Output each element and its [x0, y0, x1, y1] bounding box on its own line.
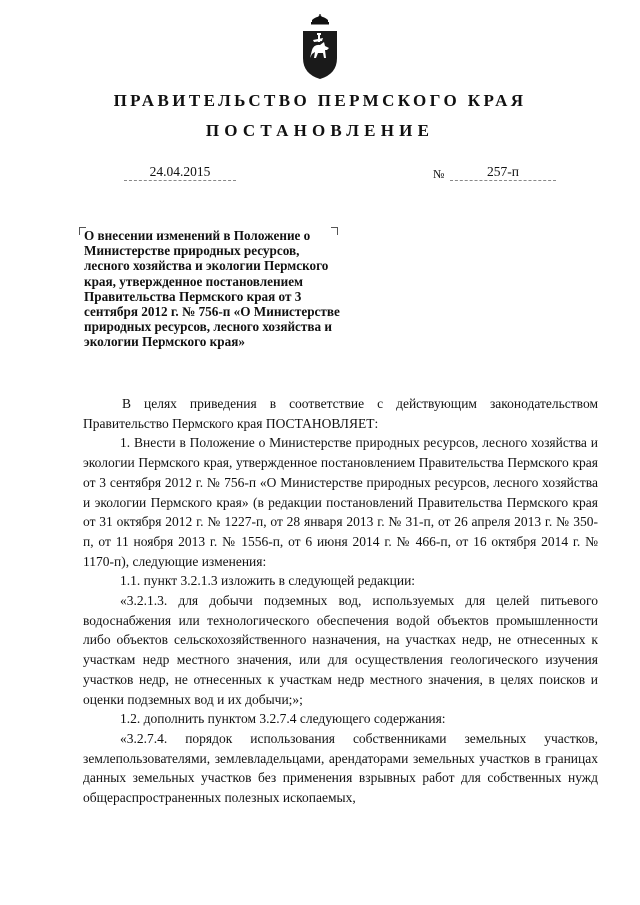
coat-of-arms-emblem: [298, 14, 342, 80]
document-type-title: ПОСТАНОВЛЕНИЕ: [205, 121, 435, 140]
item-1-paragraph: 1. Внести в Положение о Министерстве природных ресурсов, лесного хозяйства и экологии Пермского края, утвержденное постановлением Правительства Пермского края от 3 сентября 2012 г. № 756-п «О Министерстве природных ресурсов, лесного хозяйства и экологии Пермского края» (в редакции постановлений Правительства Пермского края от 31 октября 2012 г. № 1227-п, от 28 января 2013 г. № 31-п, от 26 апреля 2013 г. № 350-п, от 11 ноября 2013 г. № 1556-п, от 6 июня 2014 г. № 466-п, от 16 октября 2014 г. № 1170-п), следующие изменения:: [83, 435, 598, 569]
decree-body: [83, 394, 598, 808]
item-1-2-text-paragraph: «3.2.7.4. порядок использования собственниками земельных участков, землепользователями, землевладельцами, арендаторами земельных участков в границах данных земельных участков без применения взрывных работ для собственных нужд общераспространенных полезных ископаемых,: [83, 730, 598, 806]
item-1-1-paragraph: 1.1. пункт 3.2.1.3 изложить в следующей редакции:: [120, 573, 416, 589]
decree-number: 257-п: [450, 163, 556, 181]
organization-title: ПРАВИТЕЛЬСТВО ПЕРМСКОГО КРАЯ: [113, 91, 527, 110]
item-1-2-paragraph: 1.2. дополнить пунктом 3.2.7.4 следующего содержания:: [120, 711, 446, 727]
preamble-paragraph: В целях приведения в соответствие с действующим законодательством Правительство Пермского края ПОСТАНОВЛЯЕТ:: [83, 396, 598, 431]
decree-subject: О внесении изменений в Положение о Министерстве природных ресурсов, лесного хозяйства и экологии Пермского края, утвержденное постановлением Правительства Пермского края от 3 сентября 2012 г. № 756-п «О Министерстве природных ресурсов, лесного хозяйства и экологии Пермского края»: [84, 228, 340, 350]
decree-date: 24.04.2015: [124, 163, 236, 181]
number-sign: №: [433, 167, 445, 181]
item-1-1-text-paragraph: «3.2.1.3. для добычи подземных вод, используемых для целей питьевого водоснабжения или технологического обеспечения водой объектов промышленности либо объектов сельскохозяйственного назначения, на участках недр, не отнесенных к участкам недр местного значения, или для осуществления геологического изучения участков недр, не отнесенных к участкам недр местного значения, в целях поисков и оценки подземных вод и их добычи;»;: [83, 593, 598, 707]
